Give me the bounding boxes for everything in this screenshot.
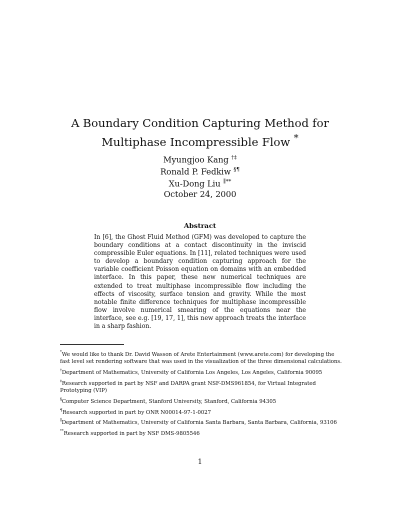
footnote-text: Computer Science Department, Stanford University, Stanford, California 94305 (61, 398, 277, 405)
footnote (60, 406, 342, 417)
footnote-divider (60, 344, 124, 345)
footnote-text: Research supported in part by NSF DMS-9805546 (63, 431, 200, 438)
footnote (60, 348, 342, 366)
footnote-text: We would like to thank Dr. David Wasson of Arete Entertainment (www.arete.com) for developing the fast level set rendering software that was used in the visualization of the three dimensional calculations. (60, 351, 342, 365)
author-footnote-marks: ∥** (223, 179, 232, 186)
footnote (60, 427, 342, 438)
footnote-mark: ∥ (60, 417, 62, 423)
author-name: Ronald P. Fedkiw (160, 166, 231, 177)
footnote-mark: † (60, 366, 62, 372)
footnote-list (60, 348, 342, 438)
footnote-text: Department of Mathematics, University of California Los Angeles, Los Angeles, California 90095 (61, 369, 323, 376)
author-list (100, 153, 300, 190)
abstract-heading: Abstract (183, 222, 217, 230)
paper-title (60, 116, 340, 150)
title-footnote-mark: * (293, 133, 299, 144)
author (100, 165, 300, 177)
footnote-text: Department of Mathematics, University of California Santa Barbara, Santa Barbara, California, 93106 (61, 420, 337, 427)
footnote-mark: ‡ (60, 377, 62, 383)
footnote-mark: ** (60, 428, 64, 434)
paper-date: October 24, 2000 (163, 189, 237, 199)
page-number: 1 (197, 458, 203, 466)
footnote-mark: * (60, 349, 62, 354)
footnote-mark: § (60, 395, 62, 401)
footnote (60, 395, 342, 406)
footnote (60, 416, 342, 427)
author-name: Xu-Dong Liu (168, 179, 221, 190)
author-footnote-marks: §¶ (233, 167, 240, 174)
footnote (60, 366, 342, 377)
author (100, 177, 300, 189)
footnote-text: Research supported in part by NSF and DARPA grant NSF-DMS961854, for Virtual Integrated Prototyping (VIP) (60, 380, 316, 394)
abstract-text: In [6], the Ghost Fluid Method (GFM) was developed to capture the boundary conditions at a contact discontinuity in the inviscid compressible Euler equations. In [11], related techniques were used to develop a boundary condition capturing approach for the variable coefficient Poisson equation on domains with an embedded interface. In this paper, these new numerical techniques are extended to treat multiphase incompressible flow including the effects of viscosity, surface tension and gravity. While the most notable finite difference techniques for multiphase incompressible flow involve numerical smearing of the equations near the interface, see e.g. [19, 17, 1], this new approach treats the interface in a sharp fashion. (94, 234, 306, 331)
footnote (60, 377, 342, 395)
footnote-text: Research supported in part by ONR N00014-97-1-0027 (62, 409, 211, 416)
author-footnote-marks: †‡ (231, 155, 237, 161)
title-text: A Boundary Condition Capturing Method for Multiphase Incompressible Flow (71, 116, 329, 149)
author (100, 153, 300, 165)
footnote-mark: ¶ (60, 406, 63, 412)
author-name: Myungjoo Kang (163, 154, 229, 165)
